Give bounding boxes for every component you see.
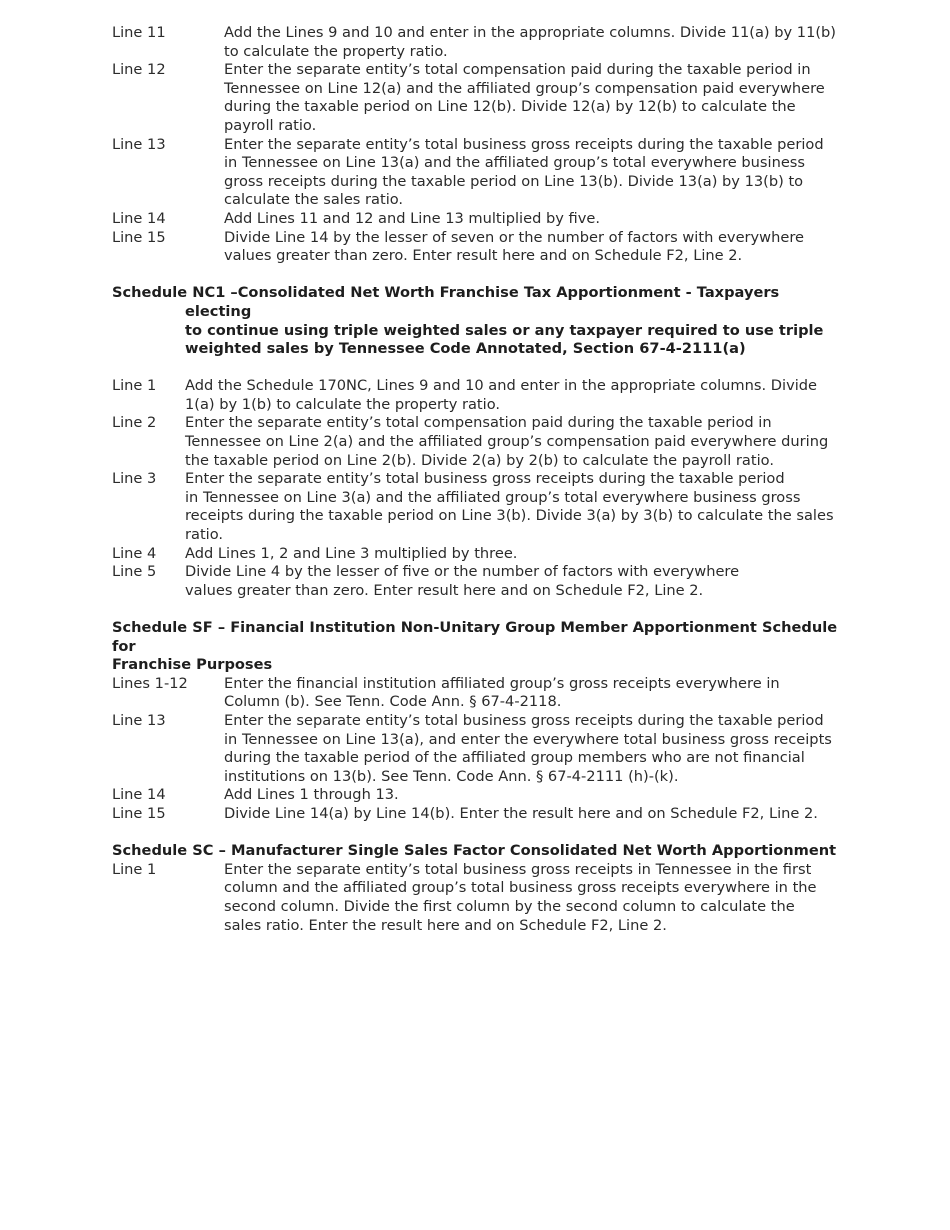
spacer [112,266,842,285]
line-text: Divide Line 14 by the lesser of seven or the number of factors with everywhere values greater than zero. Enter result here and on Schedule F2, Line 2. [224,228,805,265]
schedule-sc-heading: Schedule SC – Manufacturer Single Sales Factor Consolidated Net Worth Apportionment [112,842,837,860]
line-label: Line 3 [112,470,157,488]
schedule-nc1-section [112,284,842,600]
line-label: Line 12 [112,61,166,79]
instruction-row [112,210,842,229]
schedule-sf-heading: Schedule SF – Financial Institution Non-Unitary Group Member Apportionment Schedule for Franchise Purposes [112,619,838,674]
line-text: Divide Line 4 by the lesser of five or the number of factors with everywhere values greater than zero. Enter result here and on Schedule F2, Line 2. [185,563,740,599]
line-text: Enter the separate entity’s total business gross receipts during the taxable period in Tennessee on Line 13(a), and enter the everywhere total business gross receipts during the taxable period of the affiliated group members who are not financial institutions on 13(b). See Tenn. Code Ann. § 67-4-2111 (h)-(k). [224,711,832,785]
instruction-row [112,470,842,544]
instruction-row [112,377,842,414]
line-text: Add Lines 1 through 13. [224,786,399,804]
line-label: Line 1 [112,860,157,878]
instruction-row [112,414,842,470]
instruction-row [112,675,842,712]
instruction-row [112,786,842,805]
line-text: Enter the separate entity’s total business gross receipts during the taxable period in Tennessee on Line 3(a) and the affiliated group’s total everywhere business gross receipts during the taxable period on Line 3(b). Divide 3(a) by 3(b) to calculate the sales ratio. [185,470,834,544]
instruction-row [112,545,842,564]
line-label: Line 14 [112,786,166,804]
line-text: Divide Line 14(a) by Line 14(b). Enter the result here and on Schedule F2, Line 2. [224,804,818,822]
instructions-page [112,24,842,935]
instruction-row [112,861,842,935]
schedule-sc-section [112,842,842,935]
line-text: Enter the separate entity’s total business gross receipts during the taxable period in Tennessee on Line 13(a) and the affiliated group’s total everywhere business gross receipts during the taxable period on Line 13(b). Divide 13(a) by 13(b) to calculate the sales ratio. [224,135,824,209]
line-label: Line 11 [112,24,166,41]
section-lines-11-15 [112,24,842,266]
line-text: Enter the separate entity’s total compensation paid during the taxable period in Tennessee on Line 2(a) and the affiliated group’s compensation paid everywhere during the taxable period on Line 2(b). Divide 2(a) by 2(b) to calculate the payroll ratio. [185,414,829,469]
line-label: Line 15 [112,804,166,822]
instruction-row [112,229,842,266]
instruction-row [112,563,842,600]
instruction-row [112,136,842,210]
line-label: Line 5 [112,563,157,581]
line-text: Add the Schedule 170NC, Lines 9 and 10 and enter in the appropriate columns. Divide 1(a) by 1(b) to calculate the property ratio. [185,377,818,413]
instruction-row [112,24,842,61]
line-text: Enter the separate entity’s total compensation paid during the taxable period in Tennessee on Line 12(a) and the affiliated group’s compensation paid everywhere during the taxable period on Line 12(b). Divide 12(a) by 12(b) to calculate the payroll ratio. [224,61,825,134]
schedule-nc1-heading: Schedule NC1 –Consolidated Net Worth Franchise Tax Apportionment - Taxpayers electing to continue using triple weighted sales or any taxpayer required to use triple weighted sales by Tennessee Code Annotated, Section 67-4-2111(a) [112,284,824,358]
line-label: Line 14 [112,209,166,227]
spacer [112,824,842,843]
instruction-row [112,61,842,135]
line-label: Line 13 [112,711,166,729]
schedule-sf-section [112,619,842,824]
spacer [112,600,842,619]
line-text: Add Lines 1, 2 and Line 3 multiplied by three. [185,544,518,562]
line-label: Line 13 [112,135,166,153]
line-text: Enter the separate entity’s total business gross receipts in Tennessee in the first column and the affiliated group’s total business gross receipts everywhere in the second column. Divide the first column by the second column to calculate the sales ratio. Enter the result here and on Schedule F2, Line 2. [224,860,817,934]
instruction-row [112,712,842,786]
line-label: Line 15 [112,228,166,246]
line-label: Line 2 [112,414,157,432]
line-label: Line 1 [112,377,157,395]
instruction-row [112,805,842,824]
line-label: Line 4 [112,544,157,562]
line-label: Lines 1-12 [112,674,188,692]
line-text: Add Lines 11 and 12 and Line 13 multiplied by five. [224,209,600,227]
line-text: Enter the financial institution affiliated group’s gross receipts everywhere in Column (b). See Tenn. Code Ann. § 67-4-2118. [224,674,780,711]
line-text: Add the Lines 9 and 10 and enter in the appropriate columns. Divide 11(a) by 11(b) to calculate the property ratio. [224,24,837,60]
spacer [112,359,842,378]
